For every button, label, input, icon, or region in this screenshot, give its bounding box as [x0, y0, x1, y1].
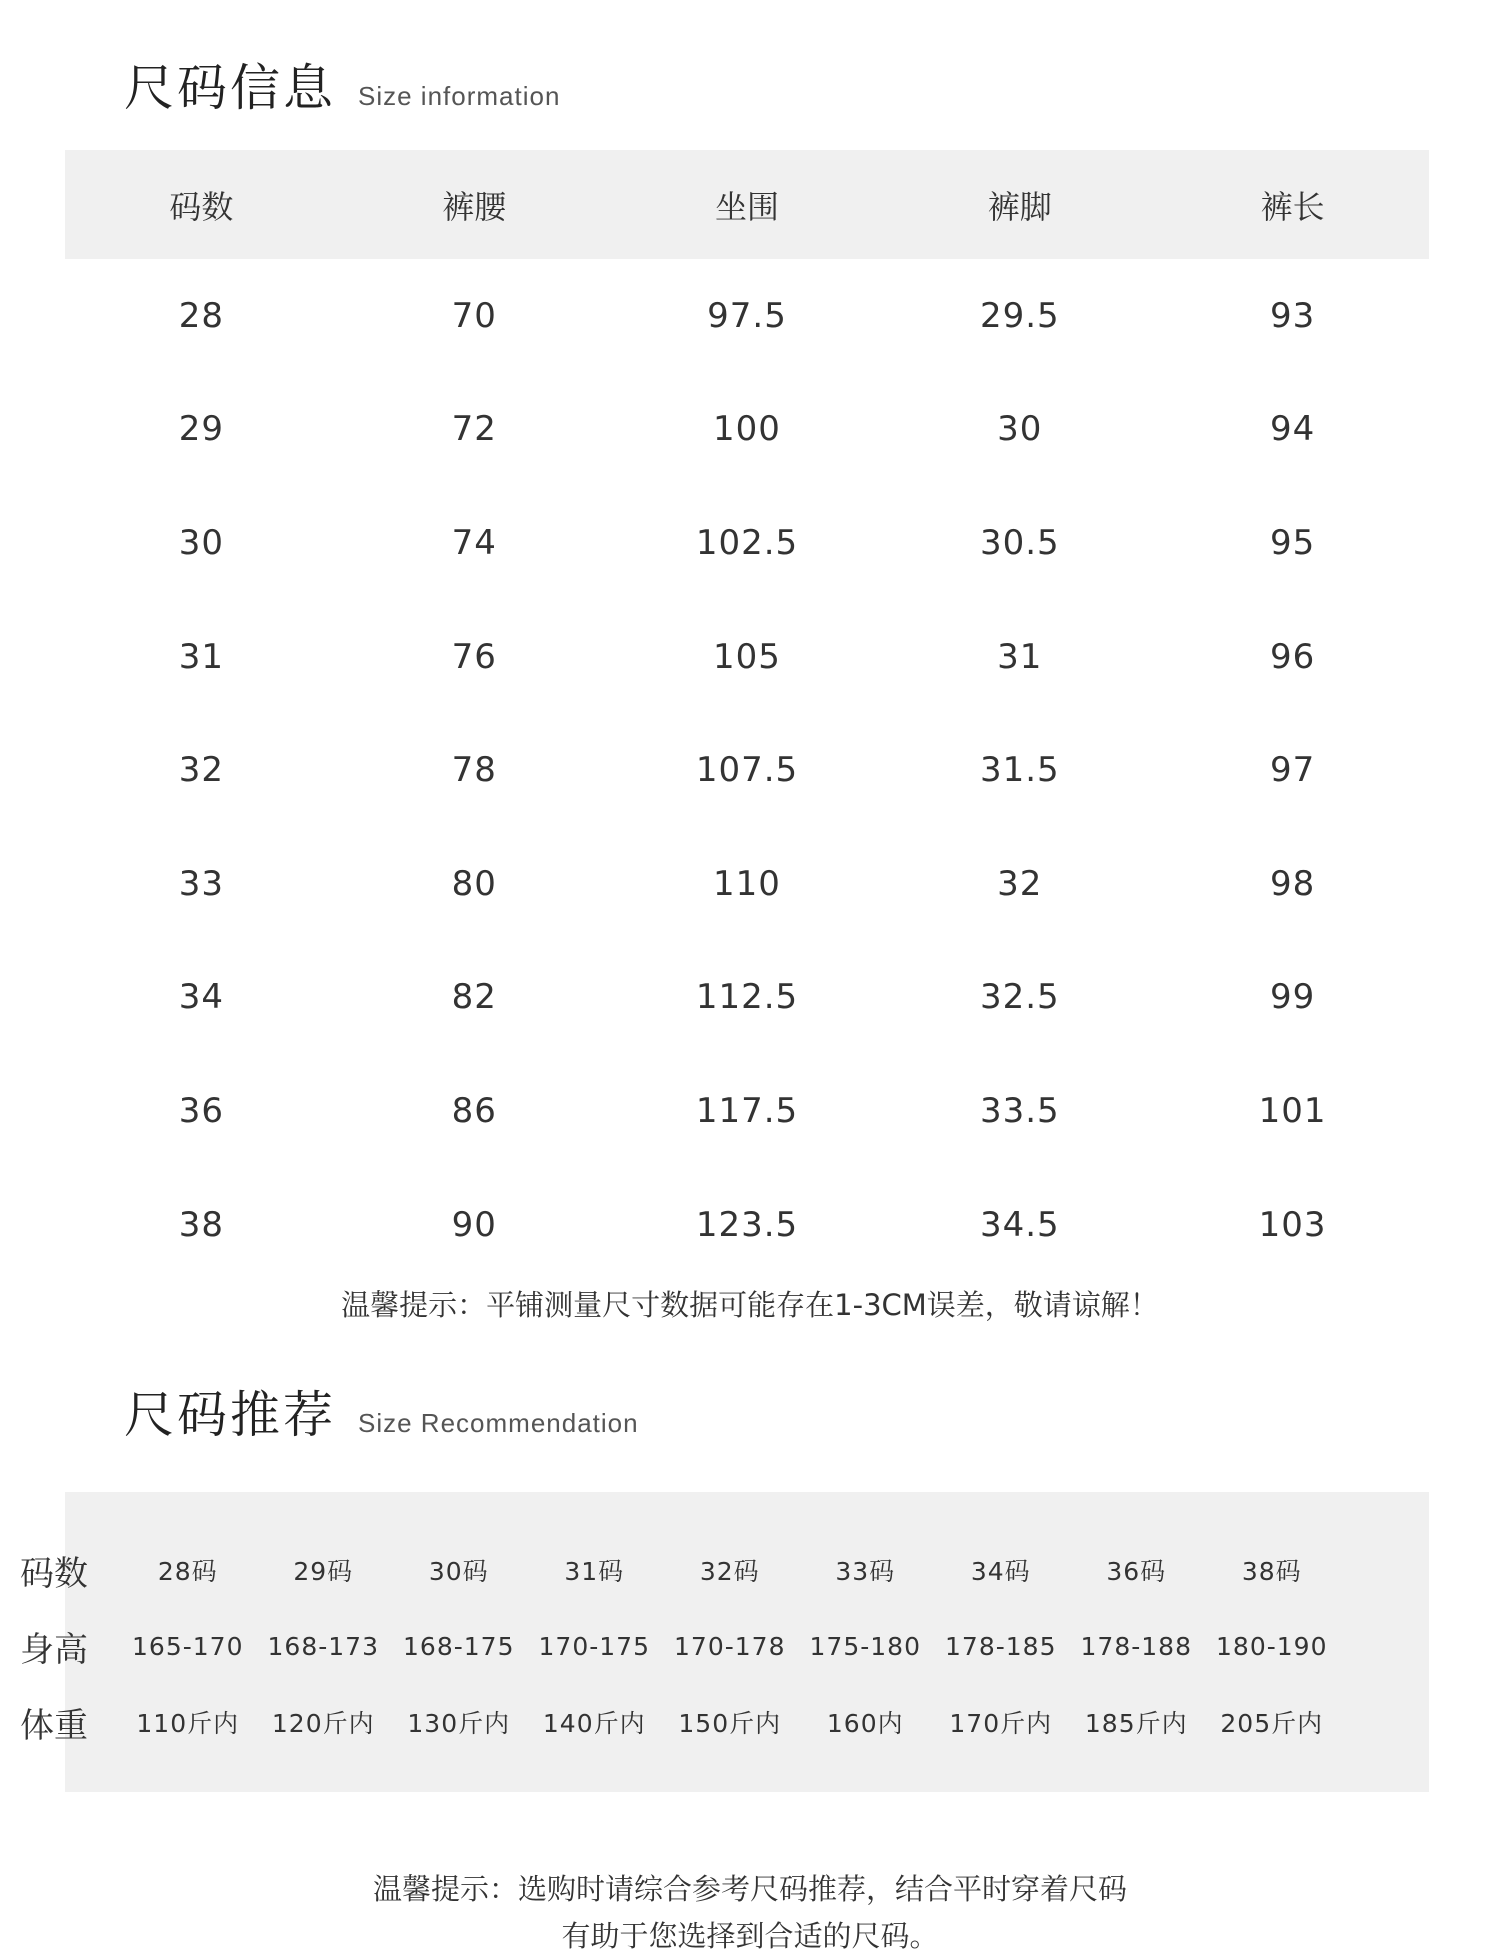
- size-info-title-en: Size information: [358, 81, 561, 111]
- recommendation-label-weight: 体重: [20, 1705, 88, 1746]
- cell-length: 101: [1258, 1090, 1327, 1131]
- cell-waist: 72: [451, 409, 497, 450]
- recommendation-size-value: 34码: [970, 1557, 1031, 1586]
- cell-waist: 90: [451, 1204, 497, 1245]
- header-leg-opening: 裤脚: [987, 187, 1052, 226]
- cell-length: 93: [1269, 295, 1316, 336]
- table-row: [65, 373, 1429, 487]
- size-info-title: [124, 48, 560, 120]
- cell-size: 30: [178, 522, 225, 563]
- recommendation-size-value: 30码: [428, 1557, 489, 1586]
- cell-leg-opening: 34.5: [979, 1204, 1060, 1245]
- cell-size: 33: [178, 863, 225, 904]
- recommendation-height-value: 180-190: [1216, 1631, 1328, 1661]
- measurement-note: 温馨提示：平铺测量尺寸数据可能存在1-3CM误差，敬请谅解！: [341, 1288, 1159, 1322]
- cell-hip: 102.5: [695, 522, 799, 563]
- table-row: [65, 941, 1429, 1055]
- table-row: [65, 600, 1429, 714]
- cell-waist: 70: [451, 295, 497, 336]
- recommendation-row-size: [0, 1532, 1364, 1608]
- size-info-title-zh: 尺码信息: [124, 59, 336, 117]
- cell-leg-opening: 31: [997, 636, 1043, 677]
- recommendation-size-value: 33码: [835, 1557, 896, 1586]
- cell-waist: 74: [451, 522, 497, 563]
- table-row: [65, 1054, 1429, 1168]
- cell-length: 97: [1269, 750, 1316, 791]
- table-row: [65, 827, 1429, 941]
- recommendation-height-value: 168-173: [267, 1631, 379, 1661]
- cell-leg-opening: 31.5: [979, 750, 1060, 791]
- table-row: [65, 1168, 1429, 1282]
- cell-hip: 97.5: [707, 295, 787, 336]
- cell-leg-opening: 33.5: [979, 1090, 1060, 1131]
- cell-leg-opening: 32: [997, 863, 1043, 904]
- recommendation-height-value: 178-185: [945, 1631, 1057, 1661]
- recommendation-size-value: 38码: [1241, 1557, 1302, 1586]
- table-row: [65, 259, 1429, 373]
- cell-leg-opening: 30.5: [979, 522, 1060, 563]
- cell-leg-opening: 32.5: [979, 977, 1060, 1018]
- recommendation-weight-value: 170斤内: [949, 1709, 1053, 1738]
- cell-waist: 82: [451, 977, 497, 1018]
- cell-hip: 112.5: [695, 977, 799, 1018]
- recommendation-height-value: 175-180: [809, 1631, 921, 1661]
- cell-waist: 80: [451, 863, 497, 904]
- cell-hip: 117.5: [695, 1090, 799, 1131]
- size-info-header-row: [65, 150, 1429, 259]
- cell-length: 103: [1258, 1204, 1327, 1245]
- cell-length: 96: [1269, 636, 1316, 677]
- recommendation-weight-value: 185斤内: [1084, 1709, 1188, 1738]
- cell-hip: 107.5: [695, 750, 799, 791]
- size-info-body: [65, 259, 1429, 1281]
- recommendation-weight-value: 140斤内: [542, 1709, 646, 1738]
- recommendation-weight-value: 150斤内: [678, 1709, 782, 1738]
- table-row: [65, 713, 1429, 827]
- recommendation-size-value: 31码: [564, 1557, 625, 1586]
- cell-leg-opening: 30: [997, 409, 1043, 450]
- header-hip: 坐围: [714, 187, 779, 226]
- size-recommendation-title: [124, 1375, 639, 1447]
- table-row: [65, 486, 1429, 600]
- recommendation-weight-value: 160内: [826, 1709, 904, 1738]
- recommendation-height-value: 165-170: [132, 1631, 244, 1661]
- recommendation-note-line1: 温馨提示：选购时请综合参考尺码推荐，结合平时穿着尺码: [372, 1872, 1127, 1906]
- cell-waist: 86: [451, 1090, 497, 1131]
- cell-hip: 105: [713, 636, 781, 677]
- recommendation-height-value: 168-175: [403, 1631, 515, 1661]
- recommendation-weight-value: 205斤内: [1220, 1709, 1324, 1738]
- recommendation-size-value: 28码: [157, 1557, 218, 1586]
- size-info-table: [65, 150, 1429, 1281]
- cell-hip: 123.5: [695, 1204, 799, 1245]
- recommendation-weight-value: 120斤内: [271, 1709, 375, 1738]
- header-length: 裤长: [1260, 187, 1325, 226]
- cell-size: 32: [178, 750, 225, 791]
- cell-length: 95: [1269, 522, 1316, 563]
- cell-size: 29: [178, 409, 225, 450]
- recommendation-note: [0, 1866, 1500, 1960]
- recommendation-size-value: 29码: [293, 1557, 354, 1586]
- cell-length: 99: [1269, 977, 1316, 1018]
- recommendation-note-line2: 有助于您选择到合适的尺码。: [561, 1919, 939, 1953]
- recommendation-label-height: 身高: [20, 1629, 88, 1670]
- size-recommendation-title-en: Size Recommendation: [358, 1408, 639, 1438]
- cell-hip: 110: [713, 863, 781, 904]
- cell-hip: 100: [713, 409, 781, 450]
- cell-size: 28: [178, 295, 225, 336]
- cell-length: 94: [1269, 409, 1316, 450]
- recommendation-weight-value: 130斤内: [407, 1709, 511, 1738]
- cell-size: 31: [178, 636, 225, 677]
- cell-leg-opening: 29.5: [979, 295, 1060, 336]
- recommendation-size-value: 32码: [699, 1557, 760, 1586]
- recommendation-row-weight: [0, 1684, 1364, 1760]
- size-recommendation-title-zh: 尺码推荐: [124, 1386, 336, 1444]
- cell-length: 98: [1269, 863, 1316, 904]
- header-waist: 裤腰: [442, 187, 507, 226]
- recommendation-label-size: 码数: [20, 1553, 88, 1594]
- recommendation-size-value: 36码: [1106, 1557, 1167, 1586]
- cell-waist: 76: [451, 636, 497, 677]
- cell-size: 36: [178, 1090, 225, 1131]
- cell-size: 34: [178, 977, 225, 1018]
- recommendation-row-height: [0, 1608, 1364, 1684]
- cell-waist: 78: [451, 750, 497, 791]
- recommendation-height-value: 170-175: [538, 1631, 650, 1661]
- cell-size: 38: [178, 1204, 225, 1245]
- header-size: 码数: [169, 187, 234, 226]
- recommendation-weight-value: 110斤内: [136, 1709, 240, 1738]
- recommendation-height-value: 170-178: [674, 1631, 786, 1661]
- recommendation-height-value: 178-188: [1080, 1631, 1192, 1661]
